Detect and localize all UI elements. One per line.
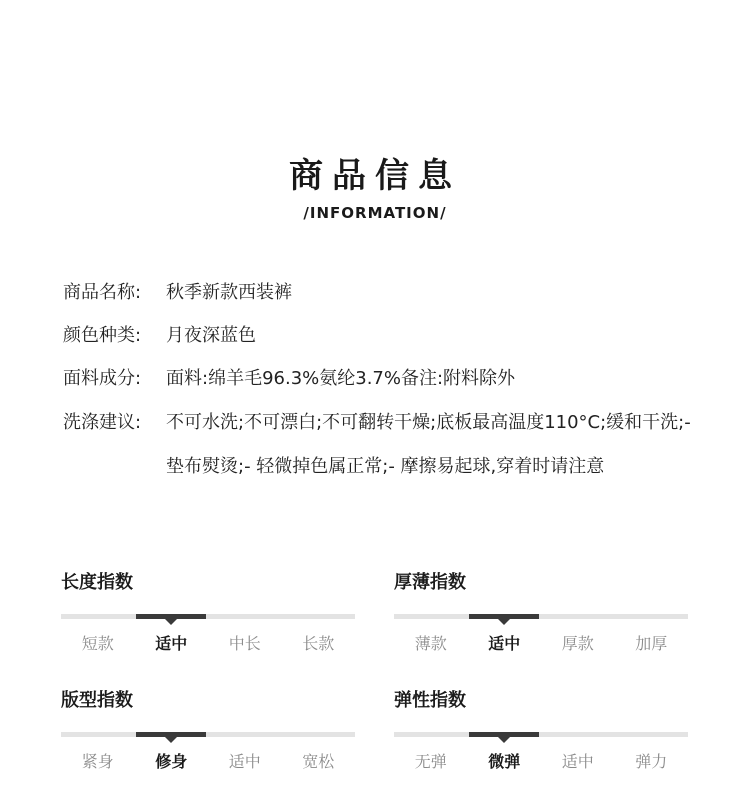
scale-title: 弹性指数 (394, 690, 466, 711)
scale-option: 无弹 (414, 752, 447, 771)
info-value: 面料:绵羊毛96.3%氨纶3.7%备注:附料除外 (166, 368, 516, 389)
scale-option: 修身 (155, 752, 188, 771)
scale-active-marker (469, 732, 539, 737)
info-label: 洗涤建议: (63, 412, 142, 433)
scale-track (394, 614, 688, 619)
elasticity-scale (394, 688, 688, 772)
scale-active-marker (136, 732, 206, 737)
scale-title: 版型指数 (61, 690, 133, 711)
scale-option: 中长 (228, 634, 261, 653)
info-label: 面料成分: (63, 368, 142, 389)
scale-active-marker (469, 614, 539, 619)
info-value: 月夜深蓝色 (166, 325, 256, 346)
info-row-care (63, 401, 703, 489)
scale-option: 弹力 (635, 752, 668, 771)
scale-option: 适中 (155, 634, 188, 653)
scale-option: 薄款 (414, 634, 447, 653)
scale-option: 适中 (228, 752, 261, 771)
info-row-color (63, 314, 703, 358)
info-value: 秋季新款西装裤 (166, 282, 292, 303)
info-label: 颜色种类: (63, 325, 142, 346)
scale-option: 微弹 (488, 752, 521, 771)
scale-title: 长度指数 (61, 572, 133, 593)
pointer-triangle-icon (498, 619, 510, 625)
info-row-name (63, 271, 703, 315)
scale-option: 适中 (488, 634, 521, 653)
info-value: 不可水洗;不可漂白;不可翻转干燥;底板最高温度110°C;缓和干洗;- 垫布熨烫;- 轻微掉色属正常;- 摩擦易起球,穿着时请注意 (166, 412, 691, 477)
page-subtitle: /INFORMATION/ (303, 204, 447, 222)
length-scale (61, 570, 355, 654)
fit-scale (61, 688, 355, 772)
scale-option: 短款 (81, 634, 114, 653)
pointer-triangle-icon (165, 737, 177, 743)
scale-active-marker (136, 614, 206, 619)
scale-track (61, 614, 355, 619)
scale-option: 适中 (561, 752, 594, 771)
scale-option: 加厚 (635, 634, 668, 653)
scale-title: 厚薄指数 (394, 572, 466, 593)
scale-option: 宽松 (302, 752, 335, 771)
scale-track (394, 732, 688, 737)
info-label: 商品名称: (63, 282, 142, 303)
pointer-triangle-icon (498, 737, 510, 743)
scale-option: 厚款 (561, 634, 594, 653)
page-title: 商品信息 (289, 156, 461, 196)
scale-option: 长款 (302, 634, 335, 653)
thickness-scale (394, 570, 688, 654)
scale-track (61, 732, 355, 737)
pointer-triangle-icon (165, 619, 177, 625)
info-row-material (63, 357, 703, 401)
scale-option: 紧身 (81, 752, 114, 771)
